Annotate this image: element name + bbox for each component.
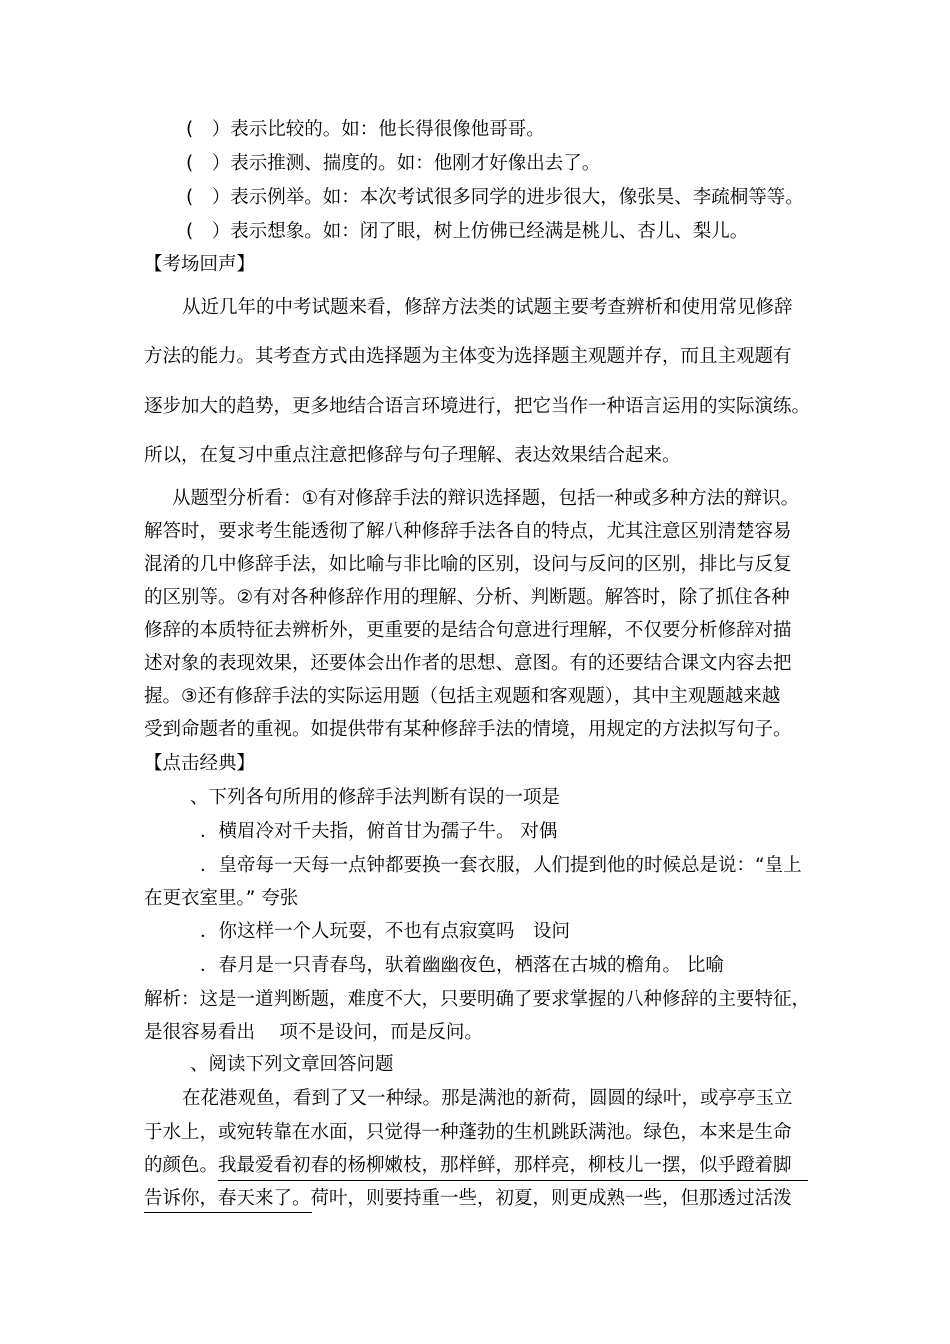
text-line: 所以，在复习中重点注意把修辞与句子理解、表达效果结合起来。 [144, 445, 681, 466]
passage-text: 告诉你，春天来了。荷叶，则要持重一些，初夏，则更成熟一些，但那透过活泼 [144, 1188, 792, 1209]
underline-mark [218, 1180, 808, 1181]
text-line: 逐步加大的趋势，更多地结合语言环境进行，把它当作一种语言运用的实际演练。 [144, 396, 811, 417]
text-line: 混淆的几中修辞手法，如比喻与非比喻的区别，设问与反问的区别，排比与反复 [144, 554, 792, 575]
option-text: ．横眉冷对千夫指，俯首甘为孺子牛。 对偶 [200, 821, 558, 842]
section-heading: 【考场回声】 [144, 254, 256, 275]
text-line: 述对象的表现效果，还要体会出作者的思想、意图。有的还要结合课文内容去把 [144, 653, 792, 674]
text-line: ( ）表示例举。如：本次考试很多同学的进步很大，像张昊、李疏桐等等。 [186, 187, 804, 208]
text-line: ( ）表示想象。如：闭了眼，树上仿佛已经满是桃儿、杏儿、梨儿。 [186, 221, 749, 242]
analysis-text: 是很容易看出 项不是设问，而是反问。 [144, 1022, 483, 1043]
text-line: 修辞的本质特征去辨析外，更重要的是结合句意进行理解，不仅要分析修辞对描 [144, 620, 792, 641]
option-text: 在更衣室里。” 夸张 [144, 888, 299, 909]
text-line: 方法的能力。其考查方式由选择题为主体变为选择题主观题并存，而且主观题有 [144, 346, 792, 367]
passage-text: 的颜色。我最爱看初春的杨柳嫩枝，那样鲜，那样亮，柳枝儿一摆，似乎蹬着脚 [144, 1155, 792, 1176]
text-line: 解答时，要求考生能透彻了解八种修辞手法各自的特点，尤其注意区别清楚容易 [144, 521, 792, 542]
text-line: 的区别等。②有对各种修辞作用的理解、分析、判断题。解答时，除了抓住各种 [144, 587, 790, 608]
text-line: 握。③还有修辞手法的实际运用题（包括主观题和客观题），其中主观题越来越 [144, 686, 781, 707]
underline-mark [144, 1212, 312, 1213]
section-heading: 【点击经典】 [144, 753, 256, 774]
text-line: 从题型分析看：①有对修辞手法的辩识选择题，包括一种或多种方法的辩识。 [172, 488, 800, 509]
text-line: ( ）表示比较的。如：他长得很像他哥哥。 [186, 119, 545, 140]
text-line: 从近几年的中考试题来看，修辞方法类的试题主要考查辨析和使用常见修辞 [182, 297, 793, 318]
option-text: ．春月是一只青春鸟，驮着幽幽夜色，栖落在古城的檐角。 比喻 [200, 955, 724, 976]
text-line: ( ）表示推测、揣度的。如：他刚才好像出去了。 [186, 153, 601, 174]
analysis-text: 解析：这是一道判断题，难度不大，只要明确了要求掌握的八种修辞的主要特征， [144, 989, 811, 1010]
text-line: 受到命题者的重视。如提供带有某种修辞手法的情境，用规定的方法拟写句子。 [144, 719, 792, 740]
option-text: ．你这样一个人玩耍，不也有点寂寞吗 设问 [200, 921, 571, 942]
question-text: 、下列各句所用的修辞手法判断有误的一项是 [190, 787, 561, 808]
passage-text: 在花港观鱼，看到了又一种绿。那是满池的新荷，圆圆的绿叶，或亭亭玉立 [182, 1088, 793, 1109]
question-text: 、阅读下列文章回答问题 [190, 1054, 394, 1075]
option-text: ．皇帝每一天每一点钟都要换一套衣服，人们提到他的时候总是说：“皇上 [200, 855, 802, 876]
passage-text: 于水上，或宛转靠在水面，只觉得一种蓬勃的生机跳跃满池。绿色，本来是生命 [144, 1122, 792, 1143]
